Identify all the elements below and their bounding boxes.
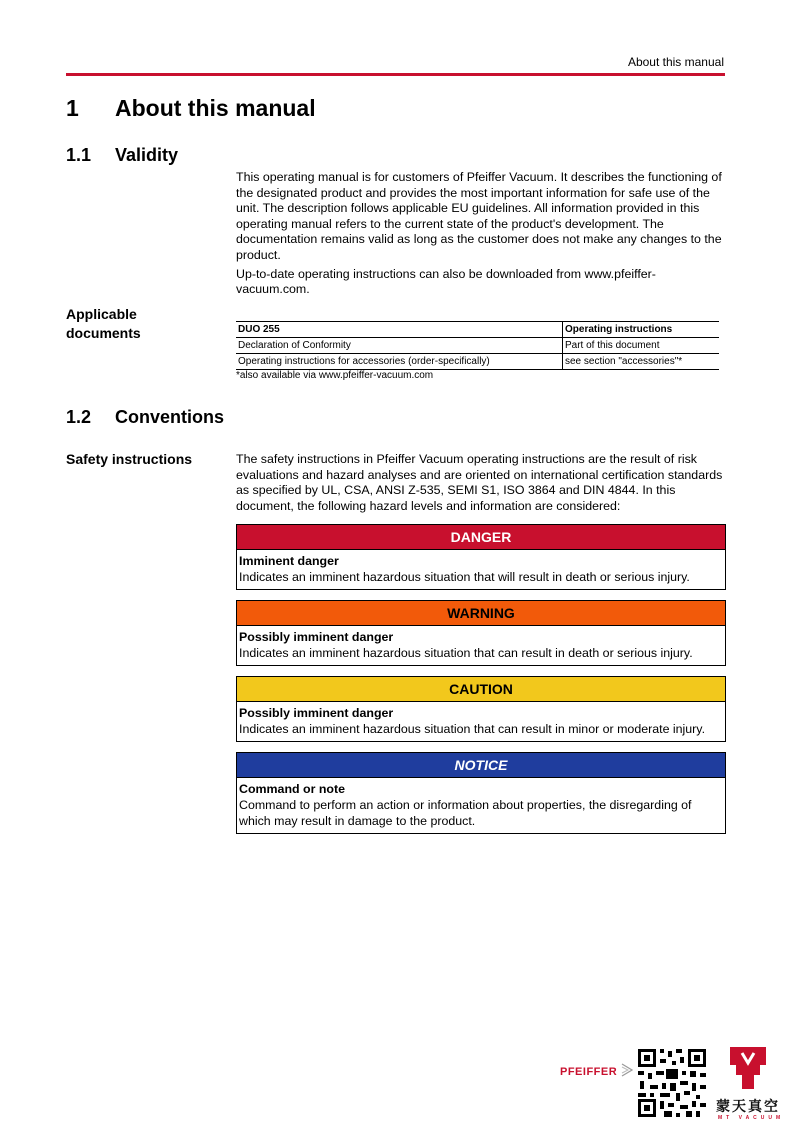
- mt-vacuum-logo-icon: [716, 1045, 780, 1091]
- running-header: About this manual: [627, 55, 724, 69]
- hazard-text: Command to perform an action or information about properties, the disregarding of which may result in damage to the product.: [239, 798, 692, 828]
- hazard-title: Possibly imminent danger: [239, 630, 394, 644]
- hazard-box-warning: [236, 600, 726, 666]
- hazard-title: Command or note: [239, 782, 346, 796]
- table-header-row: [236, 322, 719, 338]
- hazard-body: [237, 626, 725, 665]
- hazard-label: WARNING: [237, 601, 725, 626]
- table-row: [236, 354, 719, 370]
- hazard-body: [237, 702, 725, 741]
- hazard-label: NOTICE: [237, 753, 725, 778]
- safety-instructions-text: [236, 452, 724, 514]
- hazard-box-caution: [236, 676, 726, 742]
- hazard-body: [237, 550, 725, 589]
- pfeiffer-logo-text: PFEIFFER: [560, 1066, 618, 1078]
- mt-vacuum-english-name: MT VACUUM: [718, 1115, 785, 1121]
- pfeiffer-logo-mark-icon: [621, 1063, 633, 1077]
- hazard-body: [237, 778, 725, 833]
- applicable-documents-table: [236, 321, 719, 370]
- header-rule: [66, 73, 725, 76]
- safety-paragraph: The safety instructions in Pfeiffer Vacuum operating instructions are the result of risk evaluations and hazard analyses and are oriented on international certification standards as specified by UL, CSA, ANSI Z-535, SEMI S1, ISO 3864 and DIN 4844. In this document, the following hazard levels and information are considered:: [236, 452, 723, 513]
- hazard-label: DANGER: [237, 525, 725, 550]
- section-conventions-heading: [66, 407, 224, 428]
- hazard-box-danger: [236, 524, 726, 590]
- section-number: 1.1: [66, 145, 92, 165]
- table-cell: see section "accessories"*: [563, 354, 720, 370]
- hazard-label: CAUTION: [237, 677, 725, 702]
- safety-instructions-heading: Safety instructions: [66, 451, 193, 467]
- table-cell: Operating instructions for accessories (order-specifically): [236, 354, 563, 370]
- validity-text: [236, 170, 726, 298]
- table-cell: Part of this document: [563, 338, 720, 354]
- applicable-documents-heading: Applicable documents: [66, 306, 141, 341]
- chapter-number: 1: [66, 95, 79, 121]
- section-validity-heading: [66, 145, 178, 166]
- chapter-title: [66, 95, 316, 122]
- hazard-box-notice: [236, 752, 726, 834]
- table-cell: Declaration of Conformity: [236, 338, 563, 354]
- hazard-text: Indicates an imminent hazardous situation that will result in death or serious injury.: [239, 570, 690, 584]
- section-title: Conventions: [115, 407, 225, 427]
- mt-vacuum-chinese-name: 蒙天真空: [716, 1098, 780, 1114]
- hazard-text: Indicates an imminent hazardous situation that can result in minor or moderate injury.: [239, 722, 706, 736]
- table-header-cell: DUO 255: [236, 322, 563, 338]
- pfeiffer-logo: [560, 1063, 633, 1078]
- hazard-title: Possibly imminent danger: [239, 706, 394, 720]
- table-footnote: *also available via www.pfeiffer-vacuum.com: [236, 370, 434, 381]
- hazard-title: Imminent danger: [239, 554, 339, 568]
- validity-paragraph-2: Up-to-date operating instructions can also be downloaded from www.pfeiffer-vacuum.com.: [236, 266, 656, 297]
- table-row: [236, 338, 719, 354]
- chapter-title-text: About this manual: [115, 95, 316, 121]
- section-number: 1.2: [66, 407, 92, 427]
- validity-paragraph-1: This operating manual is for customers of Pfeiffer Vacuum. It describes the functioning of the designated product and provides the most important information for safe use of the unit. The description follows applicable EU guidelines. All information provided in this operating manual refers to the current state of the product's development. The documentation remains valid as long as the customer does not make any changes to the product.: [236, 170, 722, 262]
- table-header-cell: Operating instructions: [563, 322, 720, 338]
- section-title: Validity: [115, 145, 179, 165]
- hazard-text: Indicates an imminent hazardous situation that can result in death or serious injury.: [239, 646, 693, 660]
- qr-code-icon: [636, 1047, 708, 1119]
